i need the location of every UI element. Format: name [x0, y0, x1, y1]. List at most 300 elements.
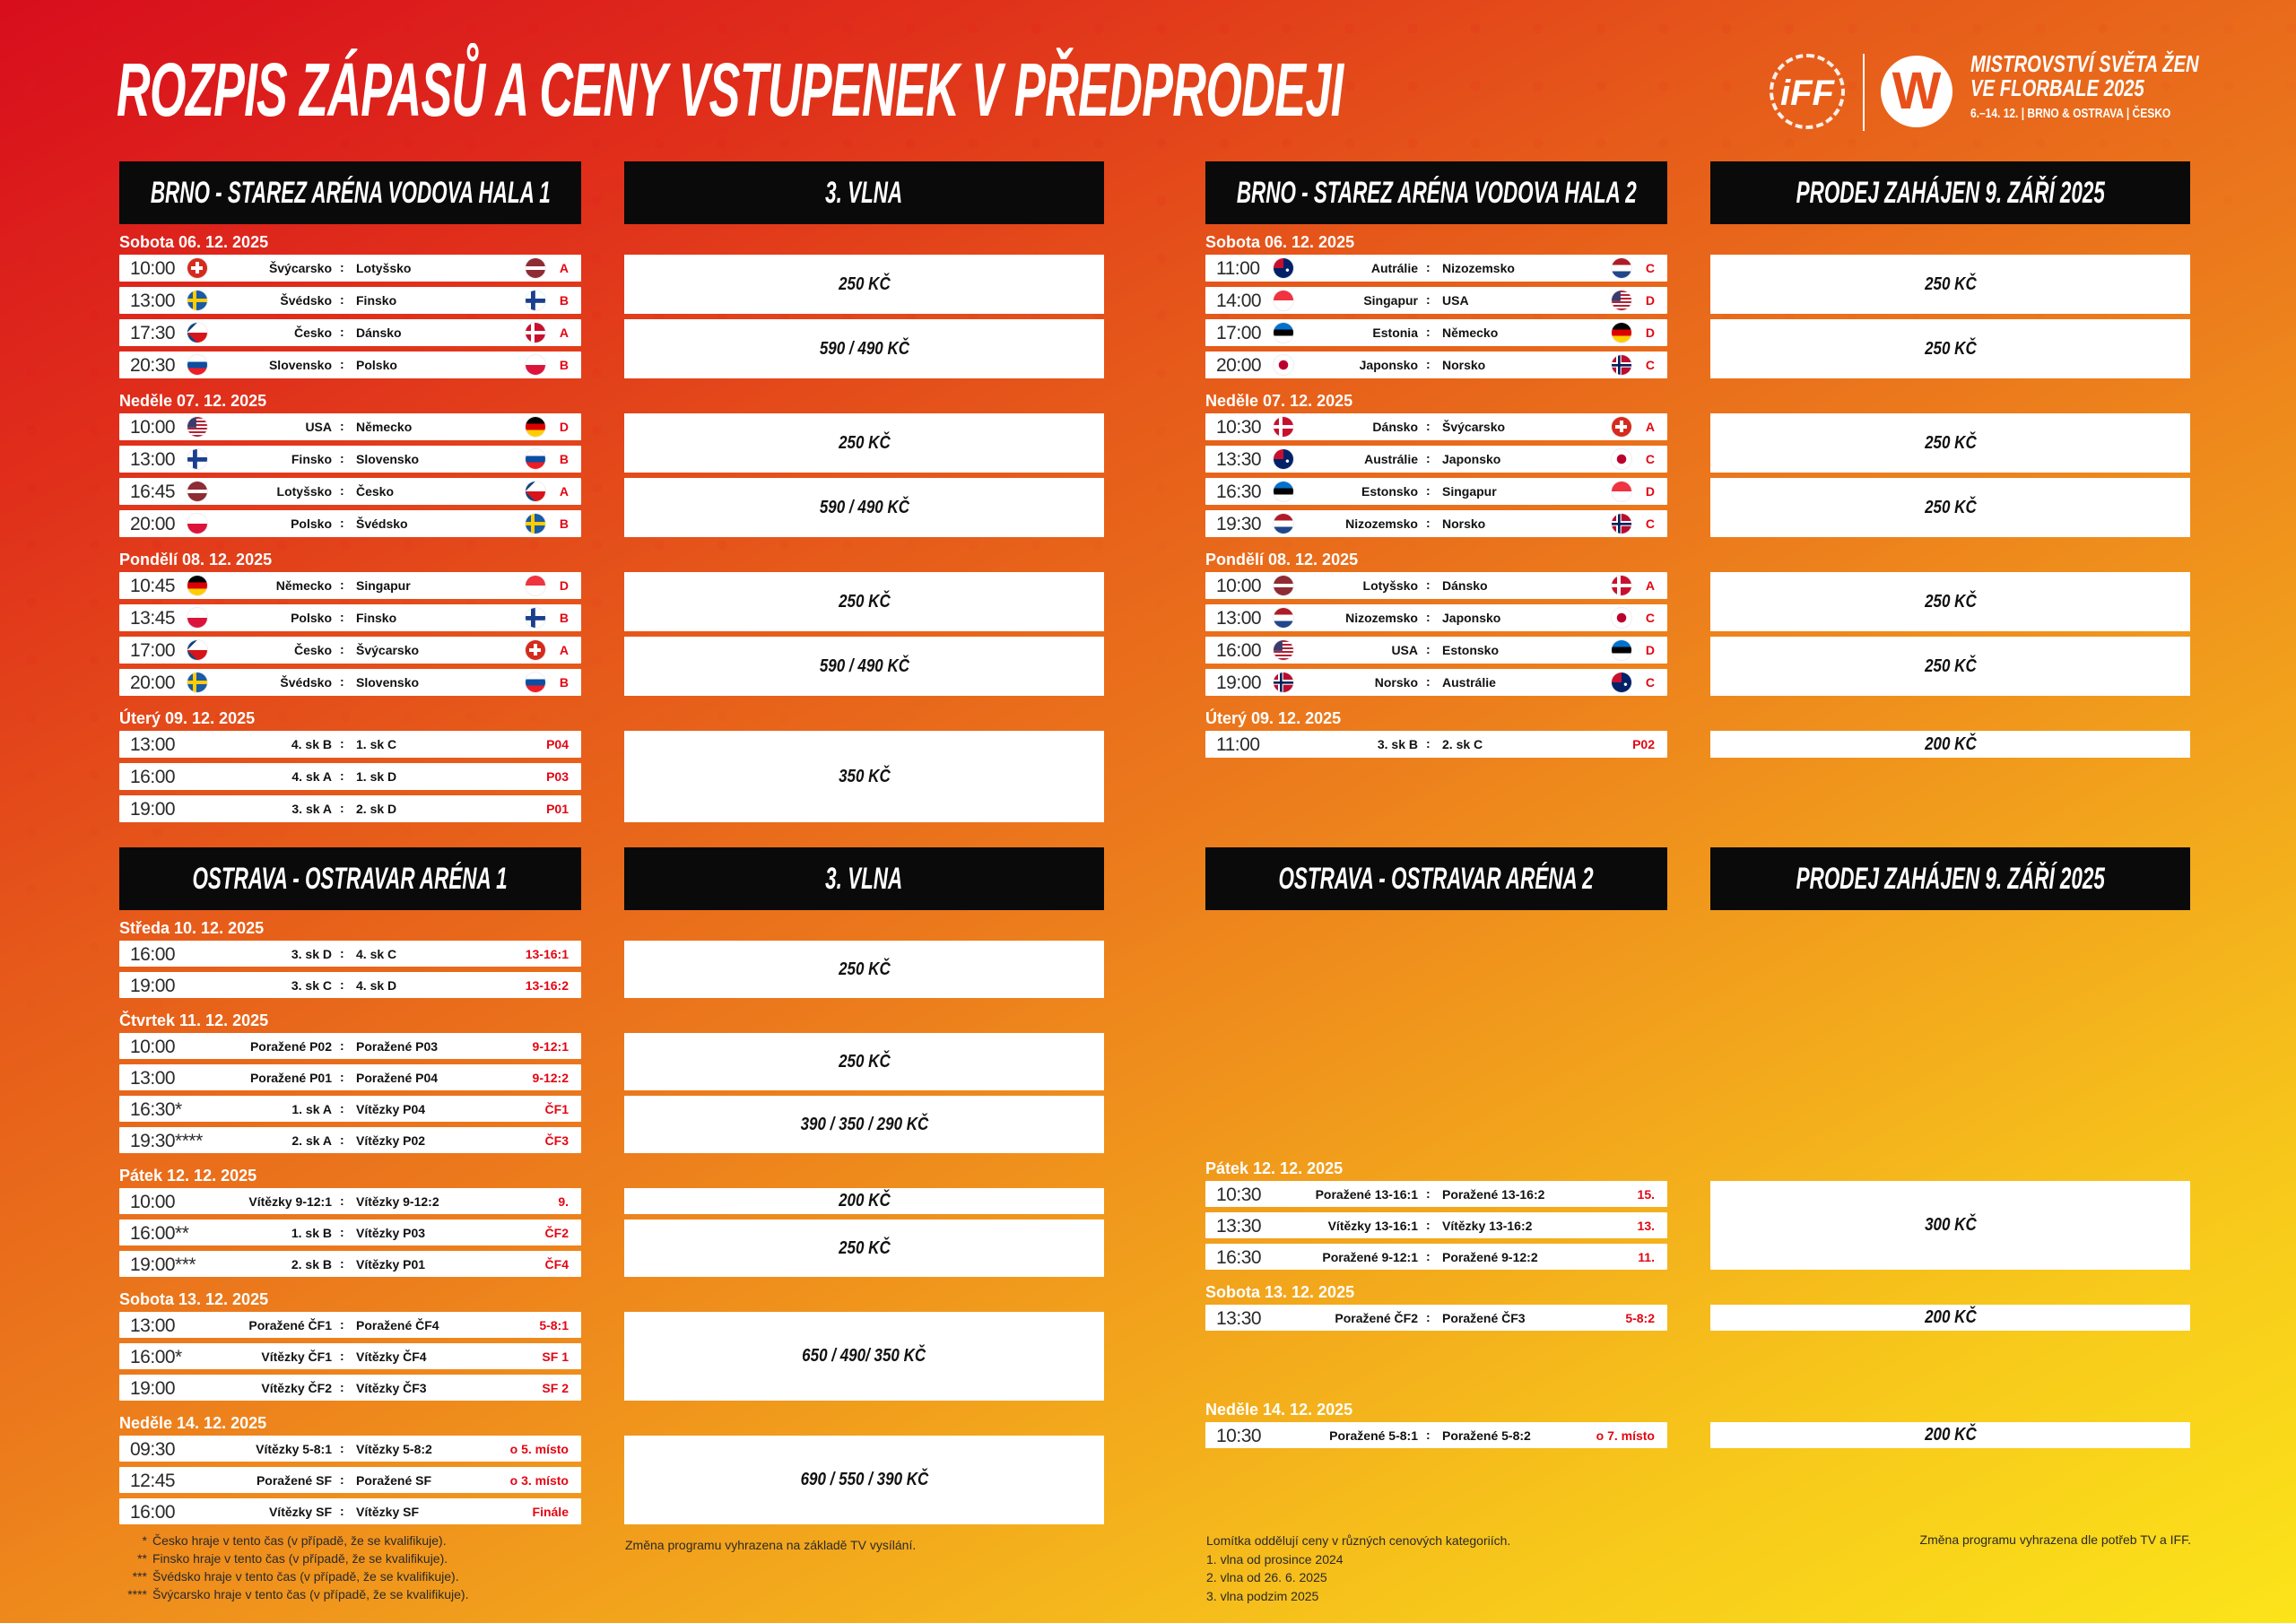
ticket-price	[1710, 478, 2190, 537]
logo-divider	[1863, 54, 1865, 131]
footnote-mark: **	[137, 1551, 147, 1566]
versus-separator: :	[1426, 419, 1431, 433]
ticket-price-label: 590 / 490 KČ	[819, 655, 909, 676]
match-time: 11:00	[1216, 258, 1260, 279]
match-row	[1205, 287, 1667, 314]
match-time: 10:00	[130, 1037, 176, 1057]
match-group-stage: C	[1645, 611, 1655, 625]
home-team: Autrálie	[1370, 261, 1418, 275]
flag-au-icon	[1274, 449, 1293, 469]
match-row	[119, 1375, 581, 1401]
flag-sg-icon	[1274, 291, 1293, 310]
away-team: Švýcarsko	[356, 643, 420, 657]
event-name-line2: VE FLORBALE 2025	[1970, 74, 2144, 101]
versus-separator: :	[340, 1349, 344, 1363]
versus-separator: :	[340, 946, 344, 960]
match-group-stage: C	[1645, 452, 1655, 466]
away-team: Vítězky ČF4	[356, 1350, 427, 1364]
price-spacer	[624, 390, 1104, 413]
flag-ee-icon	[1274, 323, 1293, 343]
match-row	[119, 1127, 581, 1153]
away-team: Austrálie	[1442, 675, 1496, 690]
footnote-text: Švýcarsko hraje v tento čas (v případě, že se kvalifikuje).	[152, 1587, 469, 1601]
day-prices	[1710, 390, 2190, 542]
home-team: Německo	[275, 578, 332, 593]
match-group-stage: o 3. místo	[509, 1473, 569, 1488]
price-spacer	[1710, 231, 2190, 255]
versus-separator: :	[340, 768, 344, 783]
match-time: 13:00	[130, 449, 176, 470]
away-team: Poražené 5-8:2	[1442, 1428, 1531, 1443]
footnote-mark: *	[142, 1533, 147, 1548]
away-team: Česko	[356, 484, 395, 499]
match-row	[1205, 637, 1667, 664]
flag-fi-icon	[187, 449, 207, 469]
match-time: 20:00	[130, 514, 176, 534]
versus-separator: :	[340, 483, 344, 498]
home-team: Estonsko	[1361, 484, 1418, 499]
day-schedule	[1205, 1281, 1667, 1336]
match-day	[1205, 707, 2190, 763]
home-team: Norsko	[1374, 675, 1418, 690]
away-team: Poražené 13-16:2	[1442, 1187, 1545, 1202]
match-row	[119, 413, 581, 440]
match-row	[1205, 1244, 1667, 1270]
home-team: 1. sk B	[291, 1226, 332, 1240]
ticket-price	[624, 1219, 1104, 1277]
flag-sk-icon	[526, 673, 545, 692]
match-time: 13:45	[130, 608, 176, 629]
versus-separator: :	[340, 1133, 344, 1147]
day-label: Sobota 06. 12. 2025	[1205, 233, 1355, 251]
match-group-stage: D	[559, 578, 569, 593]
match-row	[119, 604, 581, 631]
day-label: Neděle 07. 12. 2025	[1205, 392, 1353, 410]
home-team: 2. sk B	[291, 1257, 332, 1271]
flag-fi-icon	[526, 608, 545, 628]
day-prices	[624, 707, 1104, 828]
home-team: Austrálie	[1364, 452, 1418, 466]
match-row	[1205, 352, 1667, 378]
match-group-stage: B	[559, 452, 569, 466]
venue-title: OSTRAVA - OSTRAVAR ARÉNA 2	[1278, 861, 1595, 896]
day-prices	[1710, 1281, 2190, 1336]
ticket-price	[1710, 319, 2190, 378]
versus-separator: :	[340, 674, 344, 689]
match-row	[1205, 413, 1667, 440]
day-prices	[624, 549, 1104, 701]
day-label: Pátek 12. 12. 2025	[1205, 1159, 1344, 1177]
match-group-stage: 13-16:2	[525, 978, 569, 993]
flag-ch-icon	[526, 640, 545, 660]
event-name-line1: MISTROVSTVÍ SVĚTA ŽEN	[1970, 50, 2199, 77]
versus-separator: :	[1426, 451, 1431, 465]
venue-title: BRNO - STAREZ ARÉNA VODOVA HALA 2	[1236, 175, 1637, 210]
home-team: Dánsko	[1372, 420, 1418, 434]
match-time: 17:00	[130, 640, 176, 661]
match-group-stage: B	[559, 611, 569, 625]
home-team: Česko	[293, 325, 332, 340]
match-time: 20:00	[1216, 355, 1262, 376]
price-header-title: 3. VLNA	[825, 175, 903, 210]
away-team: Vítězky P03	[356, 1226, 426, 1240]
price-wave-notes	[1206, 1532, 1510, 1605]
iff-logo	[1770, 54, 1845, 129]
ticket-price-label: 250 KČ	[838, 273, 891, 294]
match-row	[119, 669, 581, 696]
venue-title: BRNO - STAREZ ARÉNA VODOVA HALA 1	[150, 175, 551, 210]
ticket-price	[624, 1033, 1104, 1090]
page-title: ROZPIS ZÁPASŮ A CENY VSTUPENEK V PŘEDPRODEJI	[117, 48, 1344, 132]
home-team: Poražené P02	[249, 1039, 332, 1054]
versus-separator: :	[340, 736, 344, 751]
flag-se-icon	[187, 673, 207, 692]
versus-separator: :	[340, 610, 344, 624]
ticket-price	[1710, 731, 2190, 758]
match-group-stage: P02	[1632, 737, 1655, 751]
match-time: 16:00*	[130, 1347, 182, 1367]
day-schedule	[119, 1010, 581, 1159]
day-label: Úterý 09. 12. 2025	[119, 709, 256, 727]
home-team: Finsko	[291, 452, 332, 466]
home-team: Vítězky ČF1	[261, 1350, 332, 1364]
price-spacer	[1710, 1158, 2190, 1181]
flag-us-icon	[187, 417, 207, 437]
flag-dk-icon	[526, 323, 545, 343]
flag-ch-icon	[1612, 417, 1631, 437]
match-row	[119, 1096, 581, 1122]
footnote	[117, 1567, 468, 1585]
versus-separator: :	[1426, 483, 1431, 498]
versus-separator: :	[340, 1380, 344, 1394]
away-team: Slovensko	[356, 675, 420, 690]
away-team: Švédsko	[356, 516, 408, 531]
match-group-stage: 13.	[1637, 1219, 1655, 1233]
ticket-price-label: 590 / 490 KČ	[819, 497, 909, 517]
match-row	[119, 1188, 581, 1214]
price-spacer	[1710, 1281, 2190, 1305]
home-team: Poražené 9-12:1	[1322, 1250, 1418, 1264]
match-time: 19:00***	[130, 1254, 196, 1275]
versus-separator: :	[1426, 1218, 1431, 1232]
away-team: Norsko	[1442, 358, 1486, 372]
match-group-stage: ČF3	[544, 1133, 569, 1148]
versus-separator: :	[340, 801, 344, 815]
versus-separator: :	[340, 1472, 344, 1487]
match-time: 10:00	[1216, 576, 1262, 596]
venue-section	[1205, 847, 2190, 1460]
match-row	[119, 1343, 581, 1369]
match-row	[119, 1033, 581, 1059]
price-spacer	[1710, 390, 2190, 413]
versus-separator: :	[1426, 357, 1431, 371]
away-team: Dánsko	[1442, 578, 1488, 593]
tv-change-note: Změna programu vyhrazena na základě TV vysílání.	[625, 1538, 917, 1552]
ticket-price	[624, 637, 1104, 696]
footnote	[117, 1585, 468, 1603]
day-schedule	[1205, 549, 1667, 701]
event-logo	[1762, 47, 2202, 136]
match-row	[119, 1467, 581, 1493]
match-group-stage: 5-8:1	[539, 1318, 569, 1332]
match-group-stage: B	[559, 358, 569, 372]
versus-separator: :	[340, 1101, 344, 1115]
day-list	[119, 917, 1104, 1530]
match-group-stage: A	[559, 484, 569, 499]
venue-section	[119, 161, 1104, 834]
ticket-price-label: 390 / 350 / 290 KČ	[800, 1114, 928, 1134]
match-row	[1205, 510, 1667, 537]
away-team: Japonsko	[1442, 611, 1501, 625]
ticket-price	[624, 1312, 1104, 1401]
price-header	[1710, 847, 2190, 910]
away-team: Německo	[356, 420, 413, 434]
price-header	[1710, 161, 2190, 224]
match-day	[1205, 1399, 2190, 1454]
flag-nl-icon	[1274, 608, 1293, 628]
match-group-stage: A	[559, 261, 569, 275]
flag-de-icon	[526, 417, 545, 437]
match-group-stage: 13-16:1	[525, 947, 569, 961]
match-row	[119, 478, 581, 505]
match-group-stage: SF 2	[542, 1381, 569, 1395]
match-group-stage: P01	[546, 802, 569, 816]
day-prices	[1710, 1158, 2190, 1275]
versus-separator: :	[340, 1038, 344, 1053]
versus-separator: :	[340, 1070, 344, 1084]
price-header-title: 3. VLNA	[825, 861, 903, 896]
match-time: 16:00**	[130, 1223, 189, 1244]
home-team: Česko	[293, 643, 332, 657]
away-team: Lotyšsko	[356, 261, 412, 275]
ticket-price	[1710, 637, 2190, 696]
match-row	[119, 637, 581, 664]
flag-pl-icon	[526, 355, 545, 375]
home-team: 3. sk D	[291, 947, 332, 961]
match-group-stage: P04	[546, 737, 569, 751]
ticket-price	[624, 1188, 1104, 1214]
home-team: Polsko	[291, 611, 332, 625]
versus-separator: :	[340, 1256, 344, 1271]
day-label: Neděle 14. 12. 2025	[119, 1414, 267, 1432]
day-prices	[624, 1010, 1104, 1159]
match-day	[119, 549, 1104, 701]
flag-sk-icon	[526, 449, 545, 469]
away-team: Vítězky ČF3	[356, 1381, 427, 1395]
home-team: 4. sk A	[291, 769, 332, 784]
ticket-price	[624, 319, 1104, 378]
versus-separator: :	[1426, 1310, 1431, 1324]
price-header-title: PRODEJ ZAHÁJEN 9. ZÁŘÍ 2025	[1796, 175, 2105, 210]
match-row	[1205, 319, 1667, 346]
ticket-price-label: 250 KČ	[838, 432, 891, 453]
home-team: Singapur	[1363, 293, 1418, 308]
ticket-price-label: 250 KČ	[1924, 591, 1977, 612]
versus-separator: :	[340, 260, 344, 274]
home-team: 1. sk A	[291, 1102, 332, 1116]
ticket-price-label: 200 KČ	[838, 1191, 891, 1211]
match-time: 19:30	[1216, 514, 1262, 534]
match-time: 20:00	[130, 673, 176, 693]
flag-se-icon	[187, 291, 207, 310]
slashes-note: Lomítka oddělují ceny v různých cenových kategoriích.	[1206, 1533, 1511, 1548]
match-time: 16:00	[130, 767, 176, 787]
home-team: 3. sk B	[1377, 737, 1418, 751]
match-day	[1205, 231, 2190, 384]
day-prices	[1710, 231, 2190, 384]
away-team: Poražené 9-12:2	[1442, 1250, 1538, 1264]
wave3-note: 3. vlna podzim 2025	[1206, 1588, 1319, 1603]
flag-no-icon	[1612, 514, 1631, 534]
versus-separator: :	[1426, 1186, 1431, 1201]
ticket-price-label: 350 KČ	[838, 766, 891, 786]
flag-sg-icon	[1612, 482, 1631, 501]
away-team: Singapur	[1442, 484, 1497, 499]
versus-separator: :	[1426, 642, 1431, 656]
ticket-price-label: 250 KČ	[838, 591, 891, 612]
venue-title: OSTRAVA - OSTRAVAR ARÉNA 1	[192, 861, 509, 896]
match-time: 16:00	[130, 944, 176, 965]
flag-lv-icon	[187, 482, 207, 501]
away-team: Slovensko	[356, 452, 420, 466]
match-time: 19:30****	[130, 1131, 203, 1151]
flag-no-icon	[1612, 355, 1631, 375]
footnote	[117, 1549, 468, 1567]
ticket-price	[624, 941, 1104, 998]
match-group-stage: B	[559, 675, 569, 690]
wfc-logo-icon: W	[1881, 56, 1952, 127]
match-group-stage: B	[559, 293, 569, 308]
home-team: Vítězky ČF2	[261, 1381, 332, 1395]
match-group-stage: ČF2	[544, 1226, 569, 1240]
event-dates-venues: 6.–14. 12. | BRNO & OSTRAVA | ČESKO	[1970, 106, 2171, 121]
match-group-stage: 9-12:2	[532, 1071, 569, 1085]
away-team: Vítězky P01	[356, 1257, 426, 1271]
ticket-price-label: 250 KČ	[838, 1237, 891, 1258]
footnote-mark: ****	[127, 1587, 147, 1601]
footnotes	[117, 1532, 468, 1603]
price-spacer	[624, 1165, 1104, 1188]
match-day	[119, 390, 1104, 542]
match-day	[119, 1010, 1104, 1159]
flag-sg-icon	[526, 576, 545, 595]
match-group-stage: D	[559, 420, 569, 434]
flag-pl-icon	[187, 608, 207, 628]
ticket-price-label: 650 / 490/ 350 KČ	[802, 1346, 926, 1366]
versus-separator: :	[340, 1225, 344, 1239]
ticket-price-label: 250 KČ	[838, 1051, 891, 1072]
ticket-price-label: 200 KČ	[1924, 1307, 1977, 1327]
home-team: Vítězky 5-8:1	[256, 1442, 332, 1456]
match-day	[119, 231, 1104, 384]
away-team: Vítězky 13-16:2	[1442, 1219, 1533, 1233]
venue-section	[119, 847, 1104, 1536]
match-group-stage: C	[1645, 358, 1655, 372]
price-spacer	[1710, 549, 2190, 572]
flag-us-icon	[1612, 291, 1631, 310]
match-row	[119, 763, 581, 790]
venue-header	[1205, 161, 1667, 224]
match-group-stage: A	[559, 325, 569, 340]
ticket-price	[1710, 413, 2190, 473]
away-team: Poražené ČF3	[1442, 1311, 1526, 1325]
match-time: 17:30	[130, 323, 176, 343]
price-header	[624, 847, 1104, 910]
match-time: 13:00	[1216, 608, 1262, 629]
match-day	[119, 1289, 1104, 1406]
ticket-price-label: 300 KČ	[1924, 1215, 1977, 1235]
ticket-price	[624, 1436, 1104, 1524]
flag-lv-icon	[526, 258, 545, 278]
away-team: Poražené ČF4	[356, 1318, 439, 1332]
versus-separator: :	[340, 292, 344, 307]
home-team: Nizozemsko	[1345, 516, 1418, 531]
day-schedule	[1205, 1399, 1667, 1454]
match-time: 16:45	[130, 482, 176, 502]
match-row	[119, 941, 581, 967]
flag-au-icon	[1612, 673, 1631, 692]
day-prices	[624, 231, 1104, 384]
away-team: 4. sk D	[356, 978, 397, 993]
section-headers	[1205, 847, 2190, 910]
flag-nl-icon	[1612, 258, 1631, 278]
footnote	[117, 1532, 468, 1549]
match-time: 16:30*	[130, 1099, 182, 1120]
ticket-price-label: 250 KČ	[1924, 655, 1977, 676]
home-team: Vítězky SF	[268, 1505, 332, 1519]
match-row	[119, 255, 581, 282]
match-group-stage: A	[1645, 420, 1655, 434]
wave2-note: 2. vlna od 26. 6. 2025	[1206, 1570, 1327, 1584]
ticket-price	[624, 413, 1104, 473]
match-time: 10:45	[130, 576, 176, 596]
price-spacer	[624, 917, 1104, 941]
ticket-price	[624, 255, 1104, 314]
ticket-price	[1710, 1181, 2190, 1270]
versus-separator: :	[340, 1441, 344, 1455]
match-time: 09:30	[130, 1439, 176, 1460]
flag-dk-icon	[1612, 576, 1631, 595]
day-schedule	[1205, 231, 1667, 384]
match-group-stage: D	[1645, 293, 1655, 308]
match-group-stage: ČF1	[544, 1102, 569, 1116]
ticket-price	[624, 478, 1104, 537]
away-team: Japonsko	[1442, 452, 1501, 466]
versus-separator: :	[340, 516, 344, 530]
day-schedule	[119, 1289, 581, 1406]
ticket-price-label: 250 KČ	[838, 959, 891, 979]
iff-logo-text: iFF	[1780, 74, 1834, 113]
match-time: 16:30	[1216, 482, 1262, 502]
day-label: Neděle 07. 12. 2025	[119, 392, 267, 410]
home-team: Poražené ČF1	[248, 1318, 332, 1332]
flag-dk-icon	[1274, 417, 1293, 437]
day-prices	[1710, 549, 2190, 701]
match-day	[119, 917, 1104, 1003]
day-schedule	[119, 917, 581, 1003]
day-schedule	[119, 1412, 581, 1530]
day-label: Středa 10. 12. 2025	[119, 919, 265, 937]
away-team: Poražené SF	[356, 1473, 432, 1488]
match-group-stage: D	[1645, 643, 1655, 657]
versus-separator: :	[1426, 325, 1431, 339]
day-prices	[1710, 707, 2190, 763]
match-row	[1205, 669, 1667, 696]
flag-cz-icon	[526, 482, 545, 501]
away-team: Finsko	[356, 293, 397, 308]
away-team: 2. sk D	[356, 802, 397, 816]
ticket-price-label: 200 KČ	[1924, 733, 1977, 754]
